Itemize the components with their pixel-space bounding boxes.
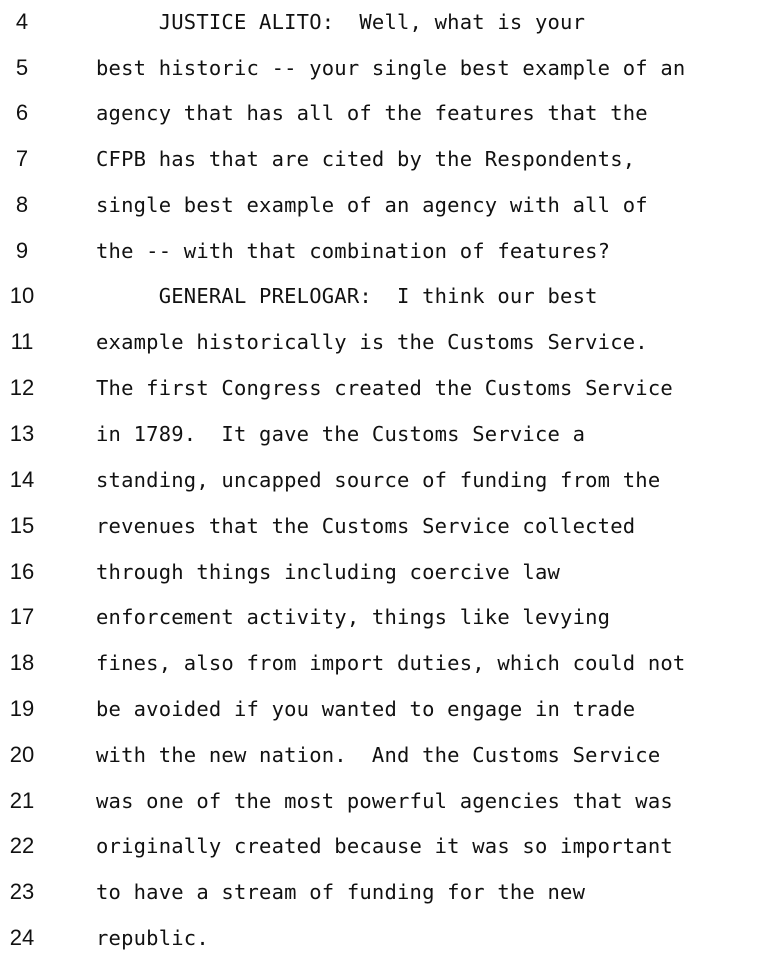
line-number: 18 [9, 650, 35, 675]
line-number: 17 [9, 604, 35, 629]
line-text: enforcement activity, things like levying [96, 605, 611, 629]
line-text: CFPB has that are cited by the Respondents, [96, 147, 636, 171]
transcript-line [0, 735, 759, 775]
line-number: 15 [9, 513, 35, 538]
transcript-line [0, 918, 759, 958]
line-text: fines, also from import duties, which could not [96, 651, 686, 675]
line-number: 16 [9, 559, 35, 584]
line-text: JUSTICE ALITO: Well, what is your [96, 10, 586, 34]
line-text: agency that has all of the features that the [96, 101, 648, 125]
transcript-line [0, 826, 759, 866]
line-number: 13 [9, 421, 35, 446]
line-number: 12 [9, 375, 35, 400]
line-number: 10 [9, 283, 35, 308]
line-number: 5 [15, 55, 29, 80]
transcript-line [0, 872, 759, 912]
line-text: in 1789. It gave the Customs Service a [96, 422, 586, 446]
transcript-line [0, 93, 759, 133]
line-number: 7 [15, 146, 29, 171]
line-text: The first Congress created the Customs Service [96, 376, 673, 400]
line-number: 8 [15, 192, 29, 217]
transcript-line [0, 781, 759, 821]
transcript-line [0, 322, 759, 362]
line-number: 9 [15, 238, 29, 263]
transcript-line [0, 414, 759, 454]
line-number: 23 [9, 879, 35, 904]
line-text: be avoided if you wanted to engage in trade [96, 697, 636, 721]
line-text: to have a stream of funding for the new [96, 880, 586, 904]
line-number: 20 [9, 742, 35, 767]
line-text: best historic -- your single best example of an [96, 56, 686, 80]
line-number: 22 [9, 833, 35, 858]
transcript-line [0, 2, 759, 42]
transcript-line [0, 48, 759, 88]
line-text: GENERAL PRELOGAR: I think our best [96, 284, 598, 308]
line-text: the -- with that combination of features? [96, 239, 611, 263]
transcript-line [0, 460, 759, 500]
line-text: example historically is the Customs Service. [96, 330, 648, 354]
line-number: 21 [9, 788, 35, 813]
transcript-line [0, 368, 759, 408]
transcript-line [0, 552, 759, 592]
line-number: 6 [15, 100, 29, 125]
transcript-line [0, 689, 759, 729]
line-text: standing, uncapped source of funding from the [96, 468, 661, 492]
line-text: revenues that the Customs Service collected [96, 514, 636, 538]
line-text: single best example of an agency with all of [96, 193, 648, 217]
line-text: originally created because it was so important [96, 834, 673, 858]
line-text: through things including coercive law [96, 560, 561, 584]
line-number: 11 [10, 329, 34, 354]
line-number: 19 [9, 696, 35, 721]
transcript-line [0, 139, 759, 179]
transcript-line [0, 643, 759, 683]
transcript-line [0, 185, 759, 225]
transcript-line [0, 506, 759, 546]
line-text: republic. [96, 926, 209, 950]
line-text: was one of the most powerful agencies that was [96, 789, 673, 813]
line-number: 14 [9, 467, 35, 492]
transcript-line [0, 597, 759, 637]
line-text: with the new nation. And the Customs Service [96, 743, 661, 767]
transcript-line [0, 276, 759, 316]
transcript-line [0, 231, 759, 271]
line-number: 4 [15, 9, 29, 34]
line-number: 24 [9, 925, 35, 950]
